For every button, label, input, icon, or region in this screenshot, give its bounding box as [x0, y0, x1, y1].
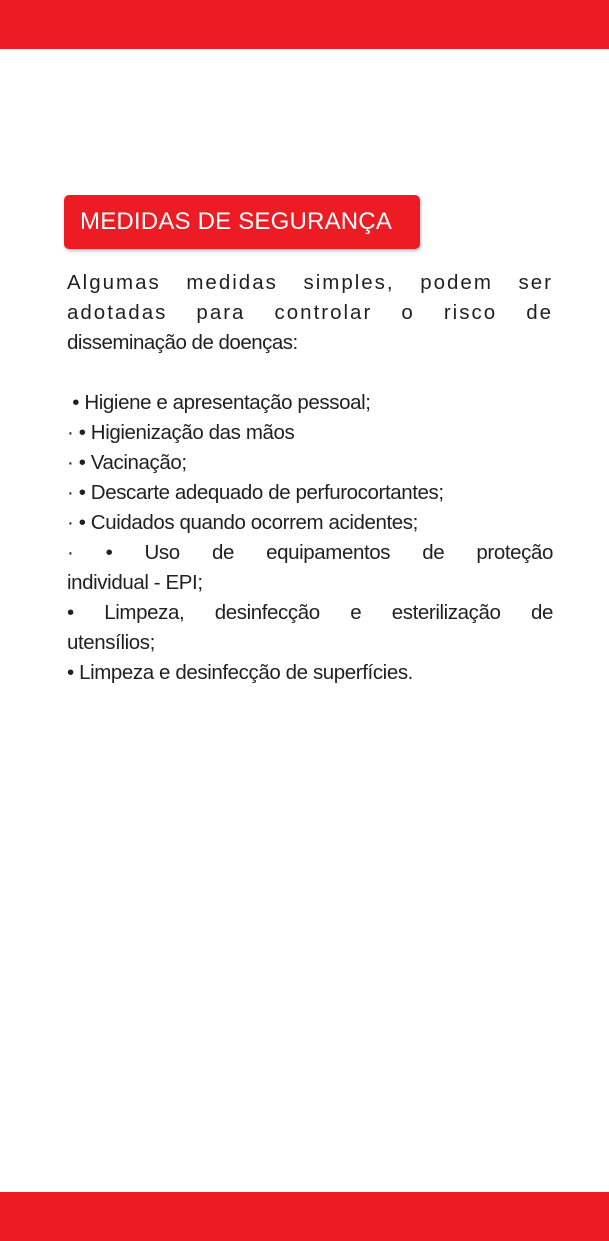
bottom-red-band — [0, 1192, 609, 1241]
list-item: · • Uso de equipamentos de proteção — [67, 541, 553, 564]
list-item: · • Descarte adequado de perfurocortantes; — [67, 481, 444, 504]
content-block — [67, 268, 553, 688]
list-item: · • Cuidados quando ocorrem acidentes; — [67, 511, 418, 534]
list-item: • Higiene e apresentação pessoal; — [67, 391, 371, 414]
safety-measures-list — [67, 388, 553, 688]
intro-line: Algumas medidas simples, podem ser — [67, 271, 553, 294]
list-item: utensílios; — [67, 631, 155, 654]
list-item: · • Vacinação; — [67, 451, 187, 474]
section-title-badge: MEDIDAS DE SEGURANÇA — [64, 195, 420, 249]
list-item: · • Higienização das mãos — [67, 421, 295, 444]
list-item: • Limpeza e desinfecção de superfícies. — [67, 661, 413, 684]
intro-line: disseminação de doenças: — [67, 331, 298, 354]
top-red-band — [0, 0, 609, 49]
list-item: individual - EPI; — [67, 571, 203, 594]
list-item: • Limpeza, desinfecção e esterilização de — [67, 601, 553, 624]
intro-line: adotadas para controlar o risco de — [67, 301, 553, 324]
intro-paragraph — [67, 268, 553, 358]
